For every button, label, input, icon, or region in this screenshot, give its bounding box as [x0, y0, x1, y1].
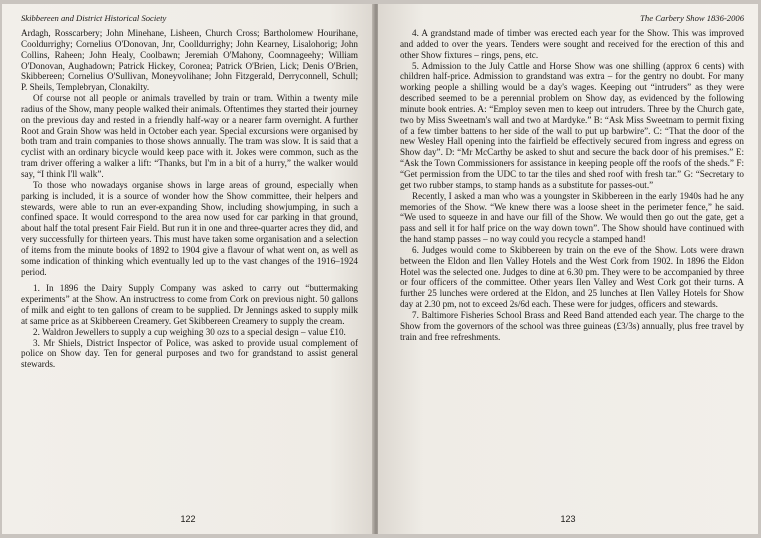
right-page — [378, 4, 758, 534]
right-paragraph: 4. A grandstand made of timber was erected each year for the Show. This was improved and added to over the years. Tenders were sought and received for the erection of this and other Show fixtures – rings, pens, etc. — [400, 28, 744, 60]
left-paragraph: Ardagh, Rosscarbery; John Minehane, Lisheen, Church Cross; Bartholomew Hourihane, Cooldurrighy; Cornelius O'Donovan, Jnr, Coolldurrighy; John Kearney, Lisalohorig; John Collins, Raheen; John Healy, Coolbawn; Jeremiah O'Mahony, Coomnageehy; William O'Donovan, Aughadown; Patrick Hickey, Coronea; Patrick O'Brien, Lick; Denis O'Brien, Skibbereen; Cornelius O'Sullivan, Moneyvolihane; John Fitzgerald, Derryconnell, Schull; P. Sheils, Templebryan, Clonakilty. — [21, 28, 358, 93]
right-paragraph: 5. Admission to the July Cattle and Horse Show was one shilling (approx 6 cents) with children half-price. Admission to grandstand was extra – for the gentry no doubt. For many working people a shilling would be a day's wages. Keeping out “intruders” as they were described seemed to be a perennial problem on Show day, as evidenced by the following minute book entries. A: “Employ seven men to keep out intruders. Three by the Church gate, two by Miss Sweetnam's wall and two at Mardyke.” B: “Ask Miss Sweetnam to permit fixing of a few timber battens to her side of the wall to put up barbwire”. C: “That the door of the new Wesley Hall opening into the fairfield be effectively secured from ingress and egress on Show day”. D: “Mr McCarthy be asked to shut and secure the back door of his premises.” E: “Ask the Town Commissioners for assistance in keeping people off the roofs of the sheds.” F: “Get permission from the UDC to tar the tiles and shed roof with fresh tar.” G: “Secretary to get two rubber stamps, to stamp hands as a substitute for passes-out.” — [400, 60, 744, 190]
left-paragraph: 1. In 1896 the Dairy Supply Company was asked to carry out “buttermaking experiments” at the Show. An instructress to come from Cork on previous night. 50 gallons of milk and eight to ten gallons of cream to be supplied. Dr Jennings asked to supply milk at same price as at Skibbereen Creamery. Get Skibbereen Creamery to supply the cream. — [21, 283, 358, 326]
left-paragraph: 3. Mr Shiels, District Inspector of Police, was asked to provide usual complement of police on Show day. Ten for general purposes and two for grandstand to assist general stewards. — [21, 337, 358, 370]
right-paragraph: Recently, I asked a man who was a youngster in Skibbereen in the early 1940s had he any memories of the Show. “We knew there was a loose sheet in the perimeter fence,” he said. “We used to squeeze in and have our fill of the Show. We would then go out the gate, get a pass and sell it for half price on the way down town”. The Show should have continued with the hand stamp passes – no way could you recycle a stamped hand! — [400, 190, 744, 245]
right-running-header: The Carbery Show 1836-2006 — [640, 13, 744, 23]
left-page — [2, 4, 374, 534]
left-running-header: Skibbereen and District Historical Society — [21, 13, 167, 23]
left-page-number: 122 — [180, 514, 196, 524]
right-page-body — [400, 28, 744, 342]
left-page-body — [21, 28, 358, 370]
right-paragraph: 7. Baltimore Fisheries School Brass and Reed Band attended each year. The charge to the Show from the governors of the school was three guineas (£3/3s) annually, plus free travel by train and free refreshments. — [400, 309, 744, 342]
left-paragraph: To those who nowadays organise shows in large areas of ground, especially when parking is included, it is a source of wonder how the Show committee, their helpers and stewards, were able to run an ever-expanding Show, including showjumping, in such a confined space. It would correspond to the area now used for car parking in that ground, about half the total present Fair Field. But run it in one and three-quarter acres they did, and very successfully for thirteen years. This must have taken some organisation and a selection of items from the minute books of 1892 to 1904 give a flavour of what went on, as well as some indication of thinking which eventually led up to the vast changes of the 1916–1924 period. — [21, 179, 358, 277]
left-paragraph: Of course not all people or animals travelled by train or tram. Within a twenty mile radius of the Show, many people walked their animals. Oftentimes they started their journey on the previous day and rested in a friendly half-way or a nearer farm overnight. A further Root and Grain Show was held in October each year. Special excursions were organised by both tram and train companies to those shows annually. The tram was slow. It is said that a cyclist with an ordinary bicycle would keep pace with it. Jokes were common, such as the tram driver offering a walker a lift: “Thanks, but I'm in a bit of a hurry,” the walker would say, “I think I'll walk”. — [21, 93, 358, 179]
right-page-number: 123 — [560, 514, 576, 524]
left-paragraph: 2. Waldron Jewellers to supply a cup weighing 30 ozs to a special design – value £10. — [33, 326, 346, 337]
right-paragraph: 6. Judges would come to Skibbereen by train on the eve of the Show. Lots were drawn between the Eldon and Ilen Valley Hotels and the West Cork from 1902. In 1896 the Eldon Hotel was the selected one. Judges to dine at 6.30 pm. They were to be accompanied by three or four officers of the committee. Other years Ilen Valley and West Cork got their turns. A further 25 lunches were ordered at the Eldon, and 25 lunches at Ilen Valley Hotels for Show day at 2.30 pm, not to exceed 2s/6d each. These were for judges, officers and stewards. — [400, 244, 744, 310]
